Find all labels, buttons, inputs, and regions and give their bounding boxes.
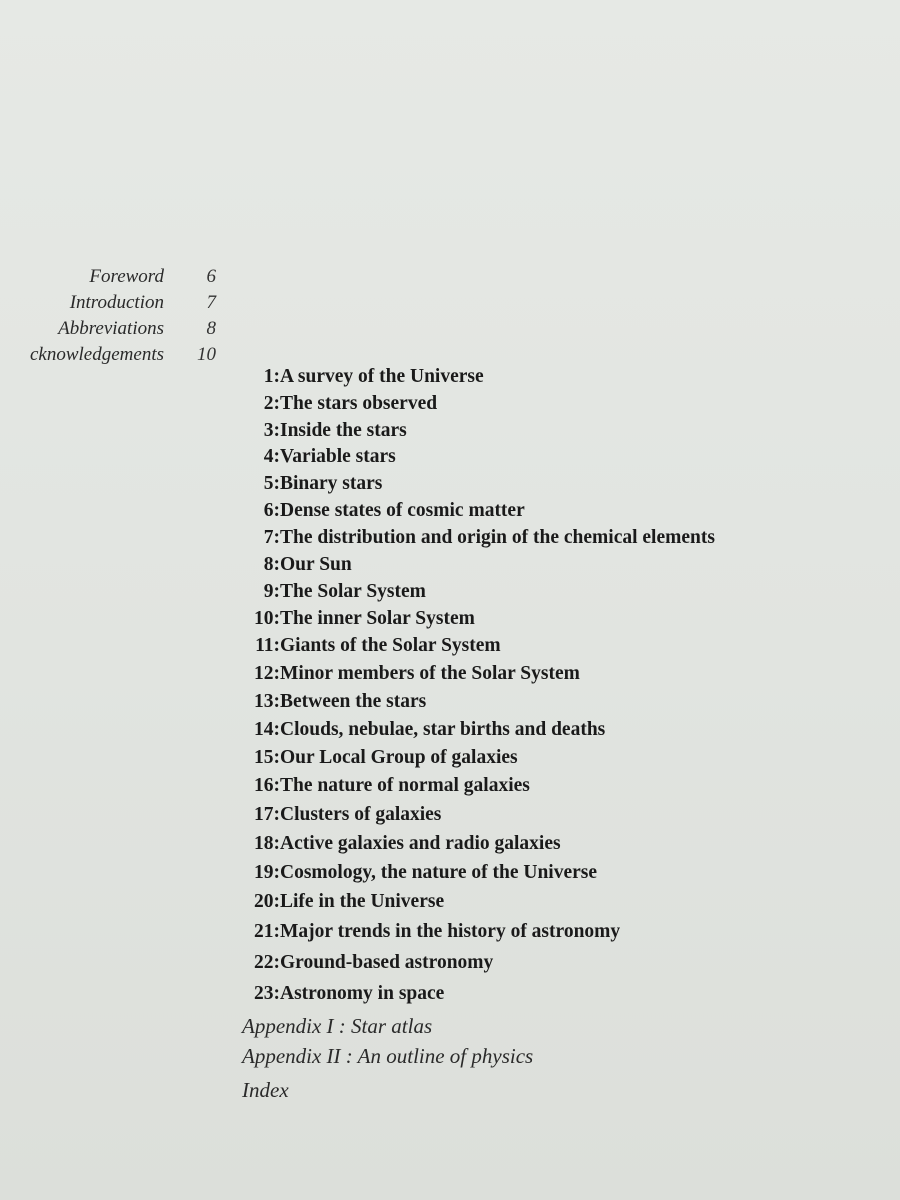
front-matter-page: 8 [206, 318, 216, 339]
chapter-name: The stars observed [280, 393, 438, 414]
chapter-number: 15: [254, 747, 280, 768]
chapter-name: Cosmology, the nature of the Universe [280, 862, 598, 883]
chapter-number: 13: [254, 691, 280, 712]
chapter-title [244, 554, 352, 576]
chapter-title [244, 952, 493, 974]
chapter-number: 22: [254, 952, 280, 973]
back-matter-title: Appendix I : Star atlas [242, 1014, 433, 1038]
chapter-title [244, 473, 382, 495]
chapter-title [244, 775, 530, 797]
chapter-title [244, 747, 518, 769]
chapter-title [244, 635, 501, 657]
front-matter-label: Abbreviations [58, 318, 164, 339]
chapter-name: Major trends in the history of astronomy [280, 921, 621, 942]
chapter-number: 12: [254, 663, 280, 684]
chapter-title [244, 420, 407, 442]
chapter-number: 1: [263, 366, 280, 387]
chapter-number: 11: [255, 635, 280, 656]
back-matter-title: Appendix II : An outline of physics [242, 1044, 534, 1068]
chapter-name: Giants of the Solar System [280, 635, 501, 656]
back-matter-title: Index [242, 1078, 289, 1102]
chapter-name: Clouds, nebulae, star births and deaths [280, 719, 606, 740]
chapter-number: 23: [254, 983, 280, 1004]
chapter-number: 19: [254, 862, 280, 883]
chapter-number: 5: [263, 473, 280, 494]
chapter-title [244, 527, 715, 549]
chapter-name: Astronomy in space [280, 983, 445, 1004]
chapter-name: Dense states of cosmic matter [280, 500, 525, 521]
front-matter-label: Foreword [89, 266, 164, 287]
chapter-name: The distribution and origin of the chemical elements [280, 527, 715, 548]
chapter-title [244, 691, 426, 713]
chapter-name: Inside the stars [280, 420, 407, 441]
chapter-title [244, 608, 475, 630]
front-matter-label: cknowledgements [29, 344, 164, 365]
front-matter-list [0, 266, 230, 370]
front-matter-page: 7 [206, 292, 216, 313]
chapter-name: Our Sun [280, 554, 352, 575]
chapter-name: Binary stars [280, 473, 383, 494]
chapter-number: 2: [263, 393, 280, 414]
chapter-number: 18: [254, 833, 280, 854]
chapter-name: Clusters of galaxies [280, 804, 442, 825]
chapter-name: Variable stars [280, 446, 396, 467]
chapter-name: The nature of normal galaxies [280, 775, 530, 796]
chapter-number: 8: [263, 554, 280, 575]
chapter-name: Active galaxies and radio galaxies [280, 833, 561, 854]
chapter-title [244, 663, 580, 685]
chapter-number: 17: [254, 804, 280, 825]
chapter-name: A survey of the Universe [280, 366, 484, 387]
chapter-number: 14: [254, 719, 280, 740]
front-matter-page: 10 [197, 344, 216, 365]
chapter-number: 10: [254, 608, 280, 629]
chapter-title [244, 833, 561, 855]
chapter-number: 3: [263, 420, 280, 441]
chapter-title [244, 446, 396, 468]
front-matter-item [0, 292, 230, 318]
chapter-name: Life in the Universe [280, 891, 445, 912]
chapter-number: 20: [254, 891, 280, 912]
chapter-name: Between the stars [280, 691, 427, 712]
chapter-title [244, 804, 441, 826]
chapter-number: 9: [263, 581, 280, 602]
chapter-name: Our Local Group of galaxies [280, 747, 518, 768]
chapter-title [244, 500, 525, 522]
chapter-title [244, 921, 620, 943]
chapter-title [244, 393, 437, 415]
front-matter-label: Introduction [69, 292, 164, 313]
chapter-number: 7: [263, 527, 280, 548]
front-matter-item [0, 344, 230, 370]
chapter-name: Ground-based astronomy [280, 952, 494, 973]
chapter-name: Minor members of the Solar System [280, 663, 580, 684]
chapter-title [244, 366, 484, 388]
front-matter-item [0, 318, 230, 344]
chapter-name: The Solar System [280, 581, 426, 602]
chapter-title [244, 891, 444, 913]
chapter-title [244, 719, 605, 741]
chapter-number: 6: [263, 500, 280, 521]
chapter-name: The inner Solar System [280, 608, 475, 629]
chapter-title [244, 581, 426, 603]
chapter-number: 4: [263, 446, 280, 467]
chapter-number: 16: [254, 775, 280, 796]
chapter-title [244, 862, 597, 884]
front-matter-page: 6 [206, 266, 216, 287]
chapter-title [244, 983, 444, 1005]
chapter-number: 21: [254, 921, 280, 942]
front-matter-item [0, 266, 230, 292]
